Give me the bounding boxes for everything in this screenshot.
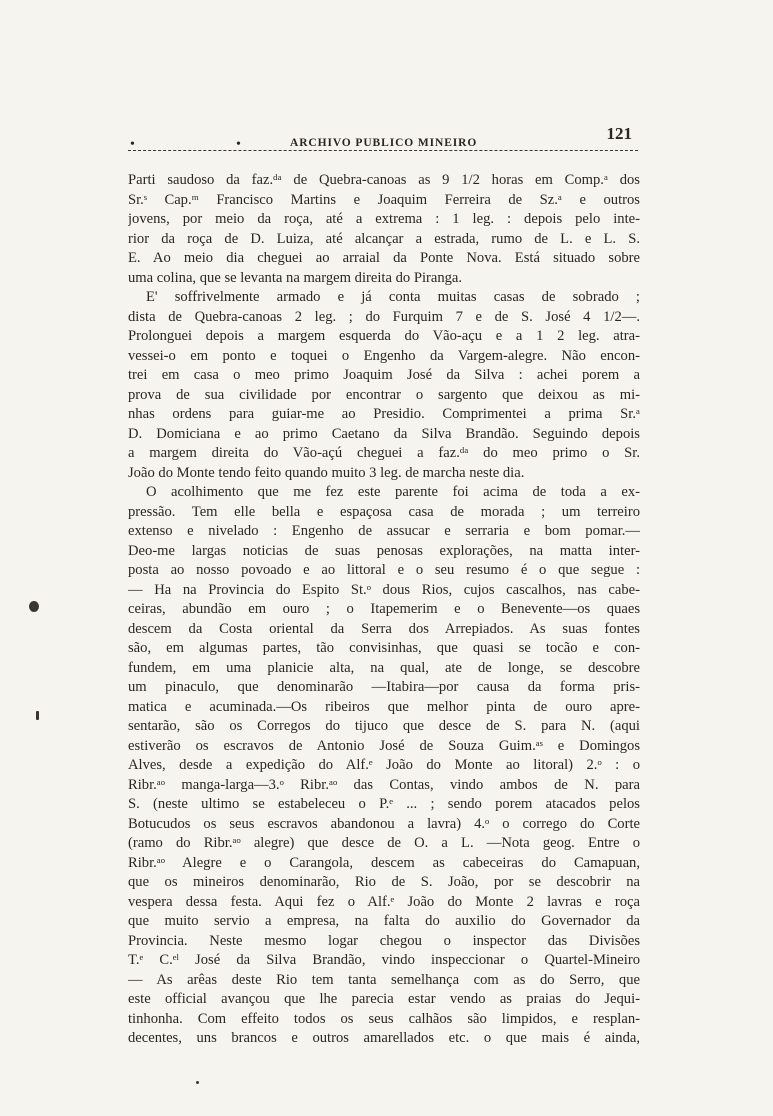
header-bullet-mid: • <box>236 137 241 152</box>
margin-ink-mark <box>36 711 39 720</box>
text-line: — As arêas deste Rio tem tanta semelhança com as do Serro, que <box>128 971 640 988</box>
text-line: O acolhimento que me fez este parente foi acima de toda a ex- <box>146 484 640 500</box>
text-line: E' soffrivelmente armado e já conta muitas casas de sobrado ; <box>146 289 640 305</box>
text-line: Parti saudoso da faz.ᵈᵃ de Quebra-canoas as 9 1/2 horas em Comp.ᵃ dos <box>128 172 640 188</box>
header-rule <box>128 150 638 151</box>
text-line: descem da Costa oriental da Serra dos Arrepiados. As suas fontes <box>128 620 640 637</box>
text-line: — Ha na Provincia do Espito St.ᵒ dous Rios, cujos cascalhos, nas cabe- <box>128 581 640 598</box>
running-title: ARCHIVO PUBLICO MINEIRO <box>290 137 478 149</box>
text-line: nhas ordens para guiar-me ao Presidio. Comprimentei a prima Sr.ᵃ <box>128 406 640 422</box>
text-line: são, em algumas partes, tão convisinhas, que quasi se tocão e con- <box>128 640 640 656</box>
text-line: a margem direita do Vão-açú cheguei a faz.ᵈᵃ do meo primo o Sr. <box>128 445 640 461</box>
text-line: E. Ao meio dia cheguei ao arraial da Ponte Nova. Está situado sobre <box>128 250 640 266</box>
text-line: uma colina, que se levanta na margem direita do Piranga. <box>128 269 463 286</box>
text-line: vespera dessa festa. Aqui fez o Alf.ᵉ João do Monte 2 lavras e roça <box>128 893 640 910</box>
text-line: rior da roça de D. Luiza, até alcançar a estrada, rumo de L. e L. S. <box>128 230 640 247</box>
text-line: que os mineiros denominarão, Rio de S. João, por se descobrir na <box>128 874 640 890</box>
text-line: pressão. Tem elle bella e espaçosa casa de morada ; um terreiro <box>128 503 640 520</box>
margin-ink-blot <box>29 601 39 612</box>
text-line: (ramo do Ribr.ᵃᵒ alegre) que desce de O. a L. —Nota geog. Entre o <box>128 835 640 851</box>
text-line: ceiras, abundão em ouro ; o Itapemerim e o Benevente—os quaes <box>128 601 640 617</box>
header-bullet-left: • <box>130 137 135 152</box>
text-line: estiverão os escravos de Antonio José de Souza Guim.ᵃˢ e Domingos <box>128 737 640 754</box>
text-line: Sr.ˢ Cap.ᵐ Francisco Martins e Joaquim Ferreira de Sz.ᵃ e outros <box>128 191 640 208</box>
text-line: matica e acuminada.—Os ribeiros que melhor pinta de ouro apre- <box>128 698 640 715</box>
text-line: T.ᵉ C.ᵉˡ José da Silva Brandão, vindo inspeccionar o Quartel-Mineiro <box>128 952 640 968</box>
text-line: trei em casa o meo primo Joaquim José da Silva : achei porem a <box>128 367 640 383</box>
text-line: Ribr.ᵃᵒ manga-larga—3.ᵒ Ribr.ᵃᵒ das Contas, vindo ambos de N. para <box>128 776 640 793</box>
page-header <box>128 120 638 152</box>
text-line: um pinaculo, que denominarão —Itabira—por causa da forma pris- <box>128 679 640 695</box>
text-line: fundem, em uma planicie alta, na qual, ate de longe, se descobre <box>128 659 640 676</box>
text-line: sentarão, são os Corregos do tijuco que desce de S. para N. (aqui <box>128 718 640 734</box>
page-number: 121 <box>606 124 632 143</box>
text-line: que muito servio a empresa, na falta do auxilio do Governador da <box>128 913 640 929</box>
text-line: Botucudos os seus escravos abandonou a lavra) 4.ᵒ o corrego do Corte <box>128 815 640 832</box>
text-line: Provincia. Neste mesmo logar chegou o inspector das Divisões <box>128 932 640 949</box>
text-line: decentes, uns brancos e outros amarellados etc. o que mais é ainda, <box>128 1030 640 1046</box>
text-line: Alves, desde a expedição do Alf.ᵉ João do Monte ao litoral) 2.ᵒ : o <box>128 757 640 773</box>
text-line: João do Monte tendo feito quando muito 3 leg. de marcha neste dia. <box>128 464 525 481</box>
text-line: dista de Quebra-canoas 2 leg. ; do Furquim 7 e de S. José 4 1/2—. <box>128 308 640 325</box>
text-line: vessei-o em ponto e toquei o Engenho da Vargem-alegre. Não encon- <box>128 347 640 364</box>
text-line: prova de sua civilidade por encontrar o sargento que deixou as mi- <box>128 386 640 403</box>
text-line: Prolonguei depois a margem esquerda do Vão-açu e a 1 2 leg. atra- <box>128 328 640 344</box>
text-line: extenso e nivelado : Engenho de assucar e serraria e bom pomar.— <box>128 523 640 539</box>
text-line: posta ao nosso povoado e ao littoral e o seu resumo é o que segue : <box>128 562 640 578</box>
text-line: este official avançou que lhe parecia estar vendo as praias do Jequi- <box>128 991 640 1007</box>
text-line: Deo-me largas noticias de suas penosas explorações, na matta inter- <box>128 542 640 559</box>
text-line: Ribr.ᵃᵒ Alegre e o Carangola, descem as cabeceiras do Camapuan, <box>128 854 640 871</box>
page-speck <box>196 1081 199 1084</box>
body-text <box>128 171 640 1049</box>
text-line: S. (neste ultimo se estabeleceu o P.ᵉ ... ; sendo porem atacados pelos <box>128 796 640 812</box>
text-line: tinhonha. Com effeito todos os seus calhãos são limpidos, e resplan- <box>128 1010 640 1027</box>
text-line: D. Domiciana e ao primo Caetano da Silva Brandão. Seguindo depois <box>128 425 640 442</box>
text-line: jovens, por meio da roça, até a extrema : 1 leg. : depois pelo inte- <box>128 211 640 227</box>
